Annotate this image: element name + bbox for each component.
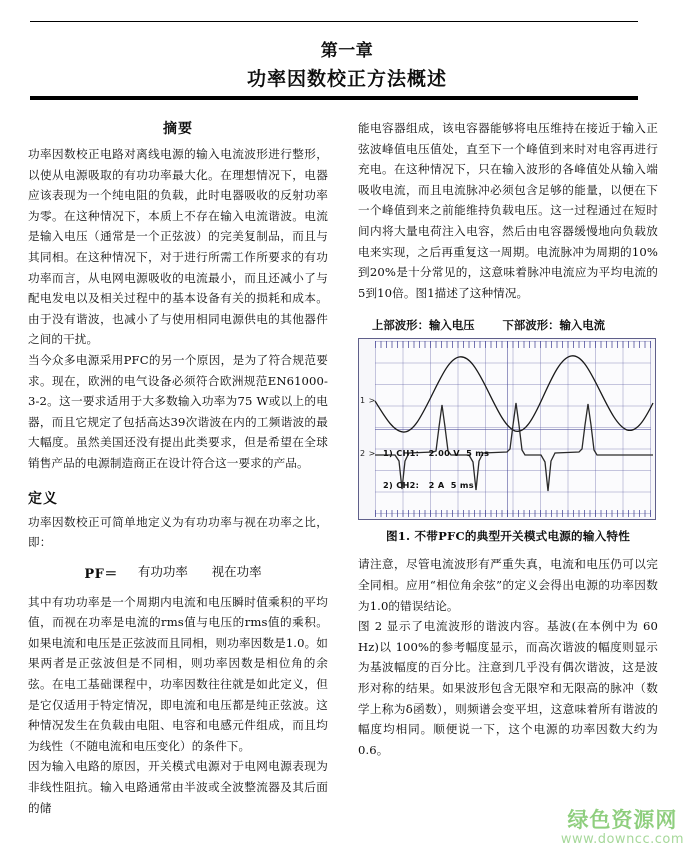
figure-bottom-spacer bbox=[358, 544, 658, 554]
figure-1-caption: 图1. 不带PFC的典型开关模式电源的输入特性 bbox=[385, 529, 630, 544]
channel-1-marker: 1 > bbox=[360, 396, 376, 406]
after-figure-paragraph-2: 图 2 显示了电流波形的谐波内容。基波(在本例中为 60 Hz)以 100%的参考幅度显示，而高次谐波的幅度则显示为基波幅度的百分比。注意到几乎没有偶次谐波，这是波形对称的结果。如果波形包含无限窄和无限高的脉冲（数学上称为δ函数），则频谱会变平坦，这意味着所有谐波的幅度均相同。顺便说一下，这个电源的功率因数大约为 0.6。 bbox=[358, 619, 658, 757]
oscilloscope-screenshot bbox=[358, 338, 656, 520]
header-rule-thick bbox=[30, 96, 638, 100]
watermark bbox=[561, 808, 684, 847]
label-bottom-waveform: 下部波形：输入电流 bbox=[502, 318, 606, 333]
channel-2-marker: 2 > bbox=[360, 449, 376, 459]
formula-lhs: PF＝ bbox=[84, 566, 118, 582]
figure-waveform-labels bbox=[358, 317, 658, 333]
definition-paragraph-2: 因为输入电路的原因，开关模式电源对于电网电源表现为非线性阻抗。输入电路通常由半波或全波整流器及其后面的储 bbox=[28, 759, 328, 815]
chapter-title: 功率因数校正方法概述 bbox=[246, 68, 447, 90]
definition-paragraph-1: 其中有功功率是一个周期内电流和电压瞬时值乘积的平均值，而视在功率是电流的rms值与电压的rms值的乘积。如果电流和电压是正弦波而且同相，则功率因数是1.0。如果两者是正弦波但是不同相，则功率因数是相位角的余弦。在电工基础课程中，功率因数往往就是如此定义，但是它仅适用于特定情况，即电流和电压都是纯正弦波。这种情况发生在负载由电阻、电容和电感元件组成，而且均为线性（不随电流和电压变化）的条件下。 bbox=[28, 594, 328, 753]
abstract-paragraph-2: 当今众多电源采用PFC的另一个原因，是为了符合规范要求。现在，欧洲的电气设备必须符合欧洲规范EN61000-3-2。这一要求适用于大多数输入功率为75 W或以上的电器，而且它规定了包括高达39次谐波在内的工频谐波的最大幅度。虽然美国还没有提出此类要求，但是希望在全球销售产品的电源制造商正在设计符合这一要求的产品。 bbox=[28, 352, 328, 470]
watermark-site-name: 绿色资源网 bbox=[567, 808, 678, 832]
power-factor-formula bbox=[28, 563, 328, 582]
right-top-paragraph: 能电容器组成，该电容器能够将电压维持在接近于输入正弦波峰值电压值处，直至下一个峰值到来时对电容再进行充电。在这种情况下，只在输入波形的各峰值处从输入端吸收电流，而且电流脉冲必须包含足够的能量，以便在下一个峰值到来之前能维持负载电压。这一过程通过在短时间内将大量电荷注入电容，然后由电容器缓慢地向负载放电来实现，之后再重复这一周期。电流脉冲为周期的10%到20%是十分常见的，这意味着脉冲电流应为平均电流的5到10倍。图1描述了这种情况。 bbox=[358, 121, 658, 300]
chapter-number: 第一章 bbox=[320, 41, 374, 61]
definition-heading: 定义 bbox=[28, 490, 58, 507]
after-figure-paragraph-1: 请注意，尽管电流波形有严重失真，电流和电压仍可以完全同相。应用“相位角余弦”的定义会得出电源的功率因数为1.0的错误结论。 bbox=[358, 557, 658, 613]
formula-fraction bbox=[128, 563, 272, 581]
abstract-heading: 摘要 bbox=[163, 121, 193, 137]
definition-intro: 功率因数校正可简单地定义为有功功率与视在功率之比，即： bbox=[28, 514, 328, 550]
header-rule-thin bbox=[30, 21, 638, 22]
formula-numerator: 有功功率 bbox=[137, 564, 188, 580]
abstract-paragraph-1: 功率因数校正电路对离线电源的输入电流波形进行整形，以使从电源吸取的有功功率最大化。在理想情况下，电器应该表现为一个纯电阻的负载，此时电器吸收的反射功率为零。在这种情况下，本质上不存在输入电流谐波。电流是输入电压（通常是一个正弦波）的完美复制品，而且与其同相。在这种情况下，对于进行所需工作所要求的有功功率而言，从电网电源吸收的电流最小，而且还减小了与配电发电以及相关过程中的基本设备有关的损耗和成本。由于没有谐波，也减小了与使用相同电源供电的其他器件之间的干扰。 bbox=[28, 147, 328, 347]
label-top-waveform: 上部波形：输入电压 bbox=[372, 318, 475, 333]
formula-denominator: 视在功率 bbox=[211, 564, 262, 580]
scope-readout-line-2: 2) CH2: 2 A 5 ms bbox=[383, 479, 474, 490]
left-column bbox=[28, 118, 328, 818]
scope-readout bbox=[383, 427, 489, 511]
scope-readout-line-1: 1) CH1: 2.00 V 5 ms bbox=[383, 448, 490, 459]
right-column bbox=[358, 118, 658, 760]
watermark-url: www.downcc.com bbox=[560, 832, 684, 847]
figure-1 bbox=[358, 317, 658, 544]
